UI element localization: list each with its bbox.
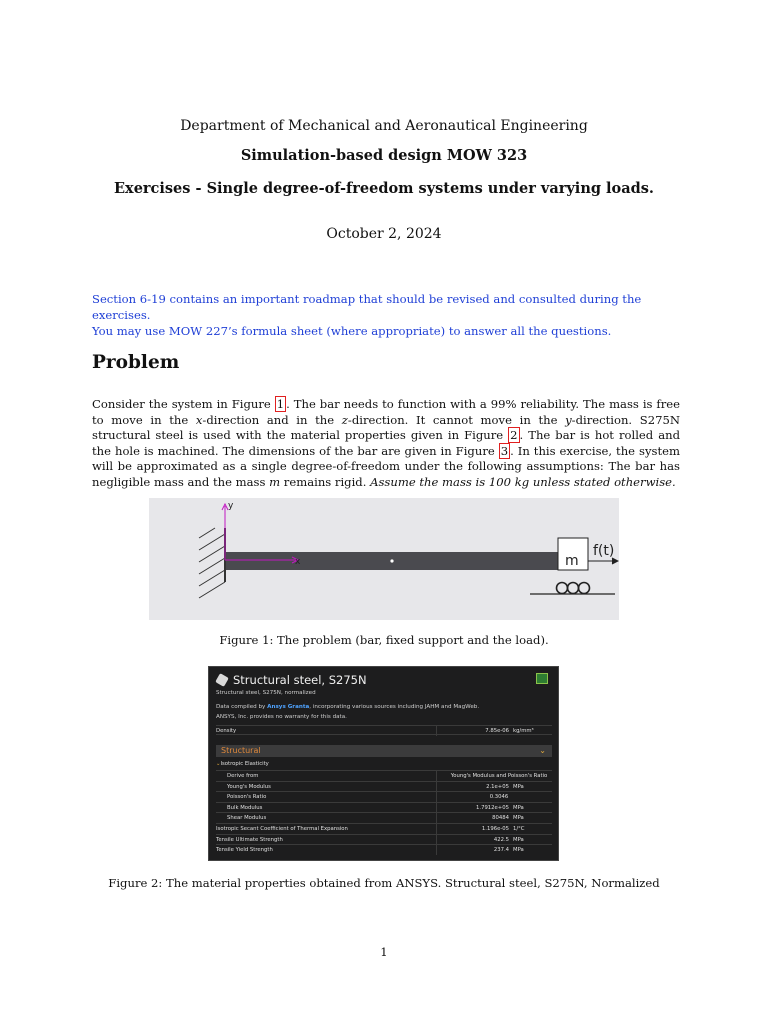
- property-row: Poisson's Ratio 0.3046: [216, 791, 552, 801]
- figure-ref-3[interactable]: 3: [500, 443, 509, 458]
- section-heading: Problem: [92, 352, 180, 373]
- notice-line-2: You may use MOW 227’s formula sheet (where appropriate) to answer all the questions.: [92, 324, 612, 338]
- y-axis-label: y: [228, 501, 234, 511]
- figure-ref-2[interactable]: 2: [510, 428, 518, 443]
- property-row: Tensile Ultimate Strength 422.5 MPa: [216, 834, 552, 844]
- figure-ref-1[interactable]: 1: [276, 397, 285, 411]
- material-subtitle: Structural steel, S275N, normalized: [216, 690, 316, 696]
- page-number: 1: [380, 945, 388, 959]
- density-row: Density 7.85e-06 kg/mm³: [216, 725, 552, 735]
- y-axis-arrow: [222, 504, 228, 560]
- property-row: Young's Modulus 2.1e+05 MPa: [216, 781, 552, 791]
- figure-2-material-panel: [208, 666, 559, 861]
- chevron-down-icon[interactable]: ⌄: [539, 746, 546, 755]
- chevron-down-icon[interactable]: ⌄: [216, 761, 221, 767]
- isotropic-elasticity-header[interactable]: ⌄Isotropic Elasticity: [216, 761, 269, 767]
- figure-2-caption: Figure 2: The material properties obtained from ANSYS. Structural steel, S275N, Normalized: [108, 876, 660, 890]
- property-row: Bulk Modulus 1.7912e+05 MPa: [216, 802, 552, 812]
- course-title: Simulation-based design MOW 323: [240, 147, 528, 164]
- bar-diagram: [149, 498, 619, 620]
- figure-1-diagram: [149, 498, 619, 620]
- roller-wheels: [557, 583, 590, 594]
- material-title: Structural steel, S275N: [217, 673, 367, 687]
- document-title: Exercises - Single degree-of-freedom systems under varying loads.: [114, 180, 654, 197]
- property-row: Shear Modulus 80484 MPa: [216, 812, 552, 822]
- data-source-note: Data compiled by Ansys Granta, incorporating various sources including JAHM and MagWeb.: [216, 704, 480, 710]
- mass-label: m: [565, 553, 579, 569]
- notice-text: [92, 291, 692, 339]
- structural-section-header[interactable]: Structural ⌄: [216, 745, 552, 757]
- hole-marker: [390, 559, 393, 562]
- x-axis-label: x: [295, 557, 301, 567]
- problem-paragraph: Consider the system in Figure 1 . The bar needs to function with a 99% reliability. The mass is free to move in the x-direction and in the z-direction. It cannot move in the y-direction. S275N structural steel is used with the material properties given in Figure 2 . The bar is hot rolled and the hole is machined. The dimensions of the bar are given in Figure 3 . In this exercise, the system will be approximated as a single degree-of-freedom under the following assumptions: The bar has negligible mass and the mass m remains rigid. Assume the mass is 100 kg unless stated otherwise.: [92, 397, 681, 489]
- figure-1-caption: Figure 1: The problem (bar, fixed support and the load).: [219, 633, 549, 647]
- fixed-support-hatch: [199, 528, 225, 598]
- property-row: Derive from Young's Modulus and Poisson's Ratio: [216, 770, 552, 780]
- property-row: Isotropic Secant Coefficient of Thermal Expansion 1.196e-05 1/°C: [216, 823, 552, 833]
- library-icon[interactable]: [536, 673, 548, 684]
- warranty-note: ANSYS, Inc. provides no warranty for this data.: [216, 714, 347, 720]
- cube-icon: [215, 673, 229, 687]
- notice-line-1: Section 6-19 contains an important roadmap that should be revised and consulted during the exercises.: [92, 292, 642, 322]
- property-row: Tensile Yield Strength 237.4 MPa: [216, 844, 552, 854]
- department-name: Department of Mechanical and Aeronautical Engineering: [180, 118, 588, 134]
- document-date: October 2, 2024: [326, 226, 442, 242]
- ansys-granta-link[interactable]: Ansys Granta: [267, 704, 310, 710]
- force-label: f(t): [593, 543, 615, 559]
